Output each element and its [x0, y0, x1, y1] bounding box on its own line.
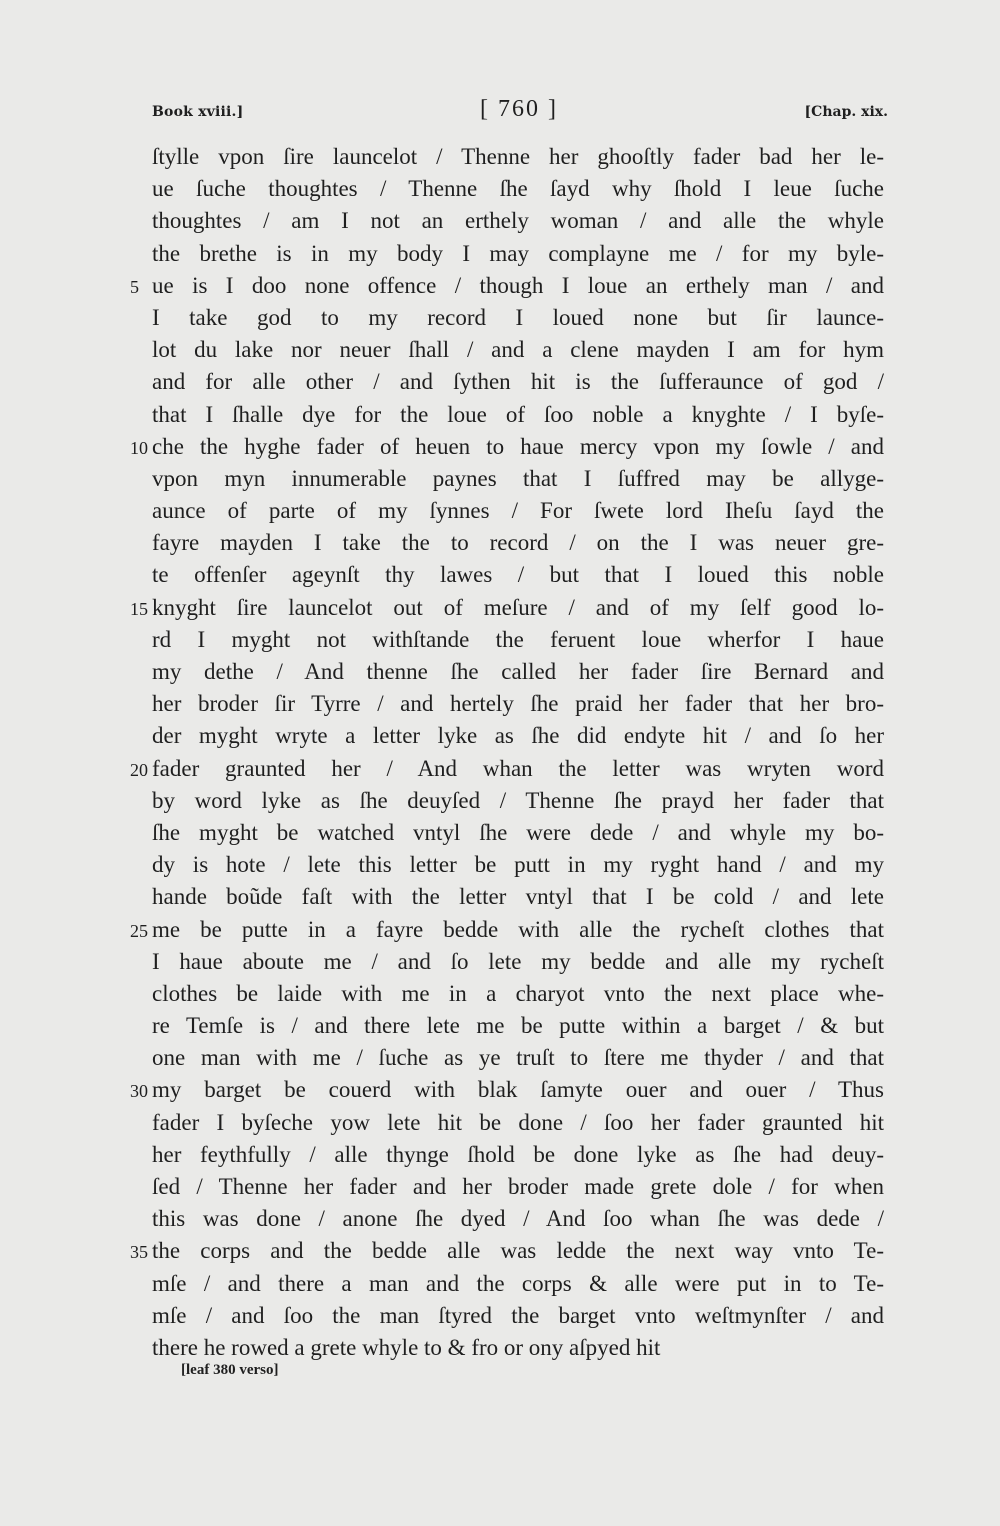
line-text: che the hyghe fader of heuen to haue mercy vpon my ſowle / and: [152, 433, 884, 459]
text-line: [152, 1042, 884, 1074]
line-text: the corps and the bedde alle was ledde the next way vnto Te-: [152, 1238, 884, 1264]
line-text: her broder ſir Tyrre / and hertely ſhe praid her fader that her bro-: [152, 691, 884, 717]
text-line: [152, 849, 884, 881]
line-text: te offenſer ageynſt thy lawes / but that I loued this noble: [152, 562, 884, 588]
line-text: my dethe / And thenne ſhe called her fader ſire Bernard and: [152, 659, 884, 684]
line-text: this was done / anone ſhe dyed / And ſoo whan ſhe was dede /: [152, 1206, 884, 1232]
text-line: [130, 1074, 884, 1106]
line-text: vpon myn innumerable paynes that I ſuffred may be allyge-: [152, 465, 884, 491]
line-text: lot du lake nor neuer ſhall / and a clene mayden I am for hym: [152, 337, 884, 363]
text-line: [152, 1300, 884, 1332]
line-text: aunce of parte of my ſynnes / For ſwete lord Iheſu ſayd the: [152, 498, 884, 524]
text-line: [152, 302, 884, 334]
chapter-number: [Chap. xix.: [804, 104, 888, 120]
text-line: [152, 946, 884, 978]
line-text: I haue aboute me / and ſo lete my bedde and alle my rycheſt: [152, 948, 884, 974]
line-text: ſhe myght be watched vntyl ſhe were dede / and whyle my bo-: [152, 819, 884, 845]
text-line: [152, 463, 884, 495]
book-number: Book xviii.]: [152, 104, 244, 120]
line-text: ue is I doo none offence / though I loue an erthely man / and: [152, 272, 884, 298]
text-line: [152, 173, 884, 205]
line-text: clothes be laide with me in a charyot vnto the next place whe-: [152, 980, 884, 1006]
text-line: [152, 881, 884, 913]
line-number: 10: [130, 437, 148, 458]
text-line: [152, 238, 884, 270]
line-number: 35: [130, 1242, 148, 1263]
line-text: ſtylle vpon ſire launcelot / Thenne her ghooſtly fader bad her le-: [152, 144, 884, 169]
text-line: [130, 914, 884, 946]
text-line: [130, 431, 884, 463]
running-header: [152, 96, 888, 136]
line-text: ſed / Thenne her fader and her broder made grete dole / for when: [152, 1174, 884, 1199]
text-line: [152, 1332, 884, 1364]
body-text: [130, 141, 884, 1364]
text-line: [152, 785, 884, 817]
leaf-note: [leaf 380 verso]: [181, 1362, 279, 1378]
text-line: [152, 1139, 884, 1171]
text-line: [152, 688, 884, 720]
text-line: [152, 399, 884, 431]
line-text: that I ſhalle dye for the loue of ſoo noble a knyghte / I byſe-: [152, 401, 884, 427]
line-text: I take god to my record I loued none but ſir launce-: [152, 304, 884, 330]
line-text: mſe / and ſoo the man ſtyred the barget vnto weſtmynſter / and: [152, 1302, 884, 1328]
text-line: [152, 559, 884, 591]
text-line: [152, 656, 884, 688]
line-text: her feythfully / alle thynge ſhold be done lyke as ſhe had deuy-: [152, 1141, 884, 1167]
line-text: dy is hote / lete this letter be putt in my ryght hand / and my: [152, 852, 884, 878]
text-line: [152, 141, 884, 173]
line-text: fader I byſeche yow lete hit be done / ſoo her fader graunted hit: [152, 1109, 884, 1135]
line-number: 5: [130, 276, 139, 297]
line-text: and for alle other / and ſythen hit is the ſufferaunce of god /: [152, 369, 884, 395]
line-text: rd I myght not withſtande the feruent loue wherfor I haue: [152, 626, 884, 652]
text-line: [152, 720, 884, 752]
text-line: [130, 1235, 884, 1267]
text-line: [152, 1107, 884, 1139]
text-line: [152, 205, 884, 237]
line-number: 20: [130, 759, 148, 780]
line-text: fayre mayden I take the to record / on the I was neuer gre-: [152, 530, 884, 556]
text-line: [152, 1171, 884, 1203]
text-line: [152, 1203, 884, 1235]
line-text: der myght wryte a letter lyke as ſhe did endyte hit / and ſo her: [152, 723, 884, 749]
text-line: [130, 270, 884, 302]
text-line: [152, 817, 884, 849]
line-text: hande boũde faſt with the letter vntyl that I be cold / and lete: [152, 884, 884, 910]
text-line: [130, 592, 884, 624]
line-text: by word lyke as ſhe deuyſed / Thenne ſhe prayd her fader that: [152, 787, 884, 813]
line-text: thoughtes / am I not an erthely woman / and alle the whyle: [152, 208, 884, 234]
line-number: 25: [130, 920, 148, 941]
line-text: the brethe is in my body I may complayne me / for my byle-: [152, 240, 884, 266]
page-number: [ 760 ]: [480, 96, 558, 122]
line-text: my barget be couerd with blak ſamyte ouer and ouer / Thus: [152, 1077, 884, 1103]
line-text: ue ſuche thoughtes / Thenne ſhe ſayd why ſhold I leue ſuche: [152, 176, 884, 202]
text-line: [152, 1010, 884, 1042]
line-text: me be putte in a fayre bedde with alle the rycheſt clothes that: [152, 916, 884, 942]
text-line: [152, 366, 884, 398]
text-line: [130, 753, 884, 785]
text-line: [152, 334, 884, 366]
text-line: [152, 978, 884, 1010]
line-number: 30: [130, 1081, 148, 1102]
line-text: re Temſe is / and there lete me be putte within a barget / & but: [152, 1013, 884, 1039]
line-text: knyght ſire launcelot out of meſure / and of my ſelf good lo-: [152, 594, 884, 620]
text-line: [152, 495, 884, 527]
line-text: one man with me / ſuche as ye truſt to ſtere me thyder / and that: [152, 1045, 884, 1071]
line-number: 15: [130, 598, 148, 619]
text-line: [152, 527, 884, 559]
line-text: there he rowed a grete whyle to & fro or ony aſpyed hit: [152, 1334, 661, 1360]
line-text: fader graunted her / And whan the letter was wryten word: [152, 755, 884, 781]
line-text: mſe / and there a man and the corps & alle were put in to Te-: [152, 1270, 884, 1296]
text-line: [152, 1268, 884, 1300]
text-line: [152, 624, 884, 656]
